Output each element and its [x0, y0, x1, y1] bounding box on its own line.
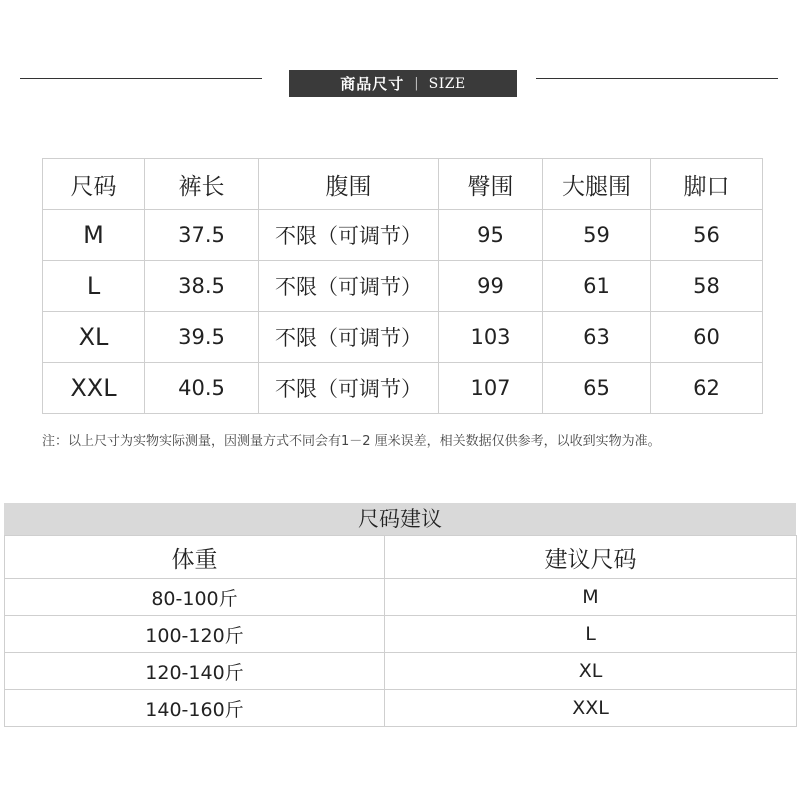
waist-cell: 不限（可调节） — [259, 363, 439, 414]
hip-cell: 99 — [439, 261, 543, 312]
length-cell: 37.5 — [145, 210, 259, 261]
recommendation-header-row — [5, 536, 797, 579]
waist-cell: 不限（可调节） — [259, 261, 439, 312]
thigh-cell: 61 — [543, 261, 651, 312]
recommended-size-cell: L — [385, 616, 797, 653]
thigh-cell: 65 — [543, 363, 651, 414]
table-row — [43, 312, 763, 363]
section-header-title-cn: 商品尺寸 — [340, 75, 405, 93]
waist-cell: 不限（可调节） — [259, 312, 439, 363]
hem-cell: 62 — [651, 363, 763, 414]
size-recommendation — [4, 503, 796, 727]
table-row — [43, 261, 763, 312]
table-row — [43, 210, 763, 261]
header-divider-right — [536, 78, 778, 79]
weight-value: 120-140斤 — [145, 661, 244, 684]
measurement-note: 注：以上尺寸为实物实际测量，因测量方式不同会有1－2 厘米误差，相关数据仅供参考，以收到实物为准。 — [42, 434, 661, 449]
section-header — [289, 70, 517, 97]
header-divider-left — [20, 78, 262, 79]
recommendation-table — [4, 535, 797, 727]
table-row — [43, 363, 763, 414]
recommended-size-cell: XXL — [385, 690, 797, 727]
table-row — [5, 616, 797, 653]
length-cell: 38.5 — [145, 261, 259, 312]
section-header-separator: | — [414, 76, 419, 91]
length-cell: 39.5 — [145, 312, 259, 363]
recommendation-title: 尺码建议 — [4, 503, 796, 535]
recommendation-header-weight: 体重 — [5, 536, 385, 579]
size-cell: L — [43, 261, 145, 312]
table-row — [5, 579, 797, 616]
size-table-header-row — [43, 159, 763, 210]
recommendation-header-size: 建议尺码 — [385, 536, 797, 579]
hem-cell: 58 — [651, 261, 763, 312]
thigh-cell: 59 — [543, 210, 651, 261]
recommended-size-cell: M — [385, 579, 797, 616]
size-table-header-length: 裤长 — [145, 159, 259, 210]
size-table-header-size: 尺码 — [43, 159, 145, 210]
hip-cell: 95 — [439, 210, 543, 261]
hip-cell: 103 — [439, 312, 543, 363]
size-cell: XL — [43, 312, 145, 363]
thigh-cell: 63 — [543, 312, 651, 363]
hem-cell: 56 — [651, 210, 763, 261]
size-table-header-thigh: 大腿围 — [543, 159, 651, 210]
weight-value: 100-120斤 — [145, 624, 244, 647]
section-header-title-en: SIZE — [428, 75, 466, 92]
weight-value: 140-160斤 — [145, 698, 244, 721]
size-cell: XXL — [43, 363, 145, 414]
table-row — [5, 690, 797, 727]
weight-cell — [5, 653, 385, 690]
weight-value: 80-100斤 — [151, 587, 238, 610]
waist-cell: 不限（可调节） — [259, 210, 439, 261]
weight-cell — [5, 579, 385, 616]
table-row — [5, 653, 797, 690]
length-cell: 40.5 — [145, 363, 259, 414]
size-table — [42, 158, 763, 414]
weight-cell — [5, 690, 385, 727]
size-table-header-hem: 脚口 — [651, 159, 763, 210]
hem-cell: 60 — [651, 312, 763, 363]
weight-cell — [5, 616, 385, 653]
size-table-header-hip: 臀围 — [439, 159, 543, 210]
hip-cell: 107 — [439, 363, 543, 414]
recommended-size-cell: XL — [385, 653, 797, 690]
size-table-header-waist: 腹围 — [259, 159, 439, 210]
size-cell: M — [43, 210, 145, 261]
